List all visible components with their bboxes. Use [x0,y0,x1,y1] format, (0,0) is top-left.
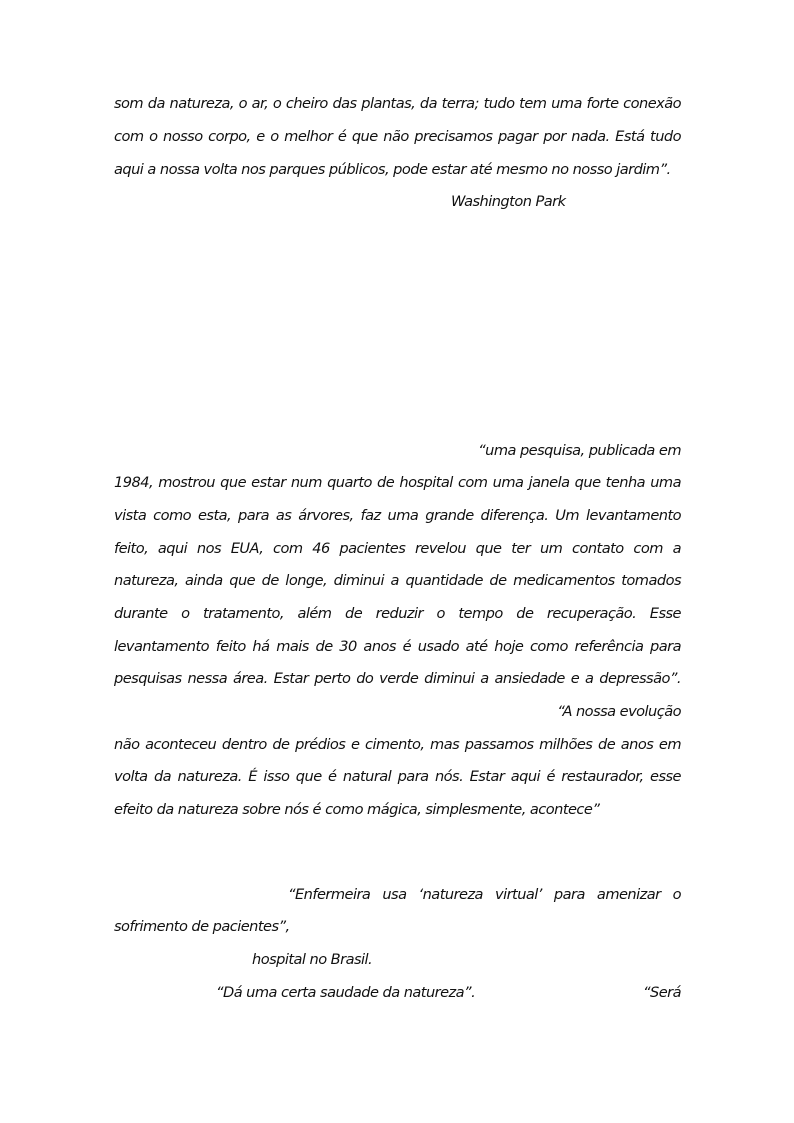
headline-quote-continued: sofrimento de pacientes”, [114,918,290,935]
paragraph-line-last: pesquisas nessa área. Estar perto do verde diminui a ansiedade e a depressão”. [114,670,681,687]
paragraph-line: natureza, ainda que de longe, diminui a quantidade de medicamentos tomados [114,572,681,589]
paragraph-line: não aconteceu dentro de prédios e cimento, mas passamos milhões de anos em [114,736,681,753]
paragraph-line: som da natureza, o ar, o cheiro das plantas, da terra; tudo tem uma forte conexão [114,95,681,112]
paragraph-line: 1984, mostrou que estar num quarto de hospital com uma janela que tenha uma [114,474,681,491]
paragraph-line-last: efeito da natureza sobre nós é como mágica, simplesmente, acontece” [114,801,600,818]
paragraph-line: vista como esta, para as árvores, faz uma grande diferença. Um levantamento [114,507,681,524]
paragraph-line-last: aqui a nossa volta nos parques públicos, pode estar até mesmo no nosso jardim”. [114,161,671,178]
paragraph-line: feito, aqui nos EUA, com 46 pacientes revelou que ter um contato com a [114,540,681,557]
quote-opening: “A nossa evolução [557,703,681,720]
paragraph-line: com o nosso corpo, e o melhor é que não precisamos pagar por nada. Está tudo [114,128,681,145]
quote-attribution: Washington Park [451,193,566,210]
headline-quote: “Enfermeira usa ‘natureza virtual’ para amenizar o [288,886,681,903]
trailing-quote-start: “Será [643,984,681,1001]
paragraph-line: volta da natureza. É isso que é natural para nós. Estar aqui é restaurador, esse [114,768,681,785]
paragraph-line: durante o tratamento, além de reduzir o tempo de recuperação. Esse [114,605,681,622]
short-quote: “Dá uma certa saudade da natureza”. [216,984,476,1001]
quote-opening: “uma pesquisa, publicada em [478,442,681,459]
paragraph-line: levantamento feito há mais de 30 anos é usado até hoje como referência para [114,638,681,655]
location-text: hospital no Brasil. [252,951,373,968]
